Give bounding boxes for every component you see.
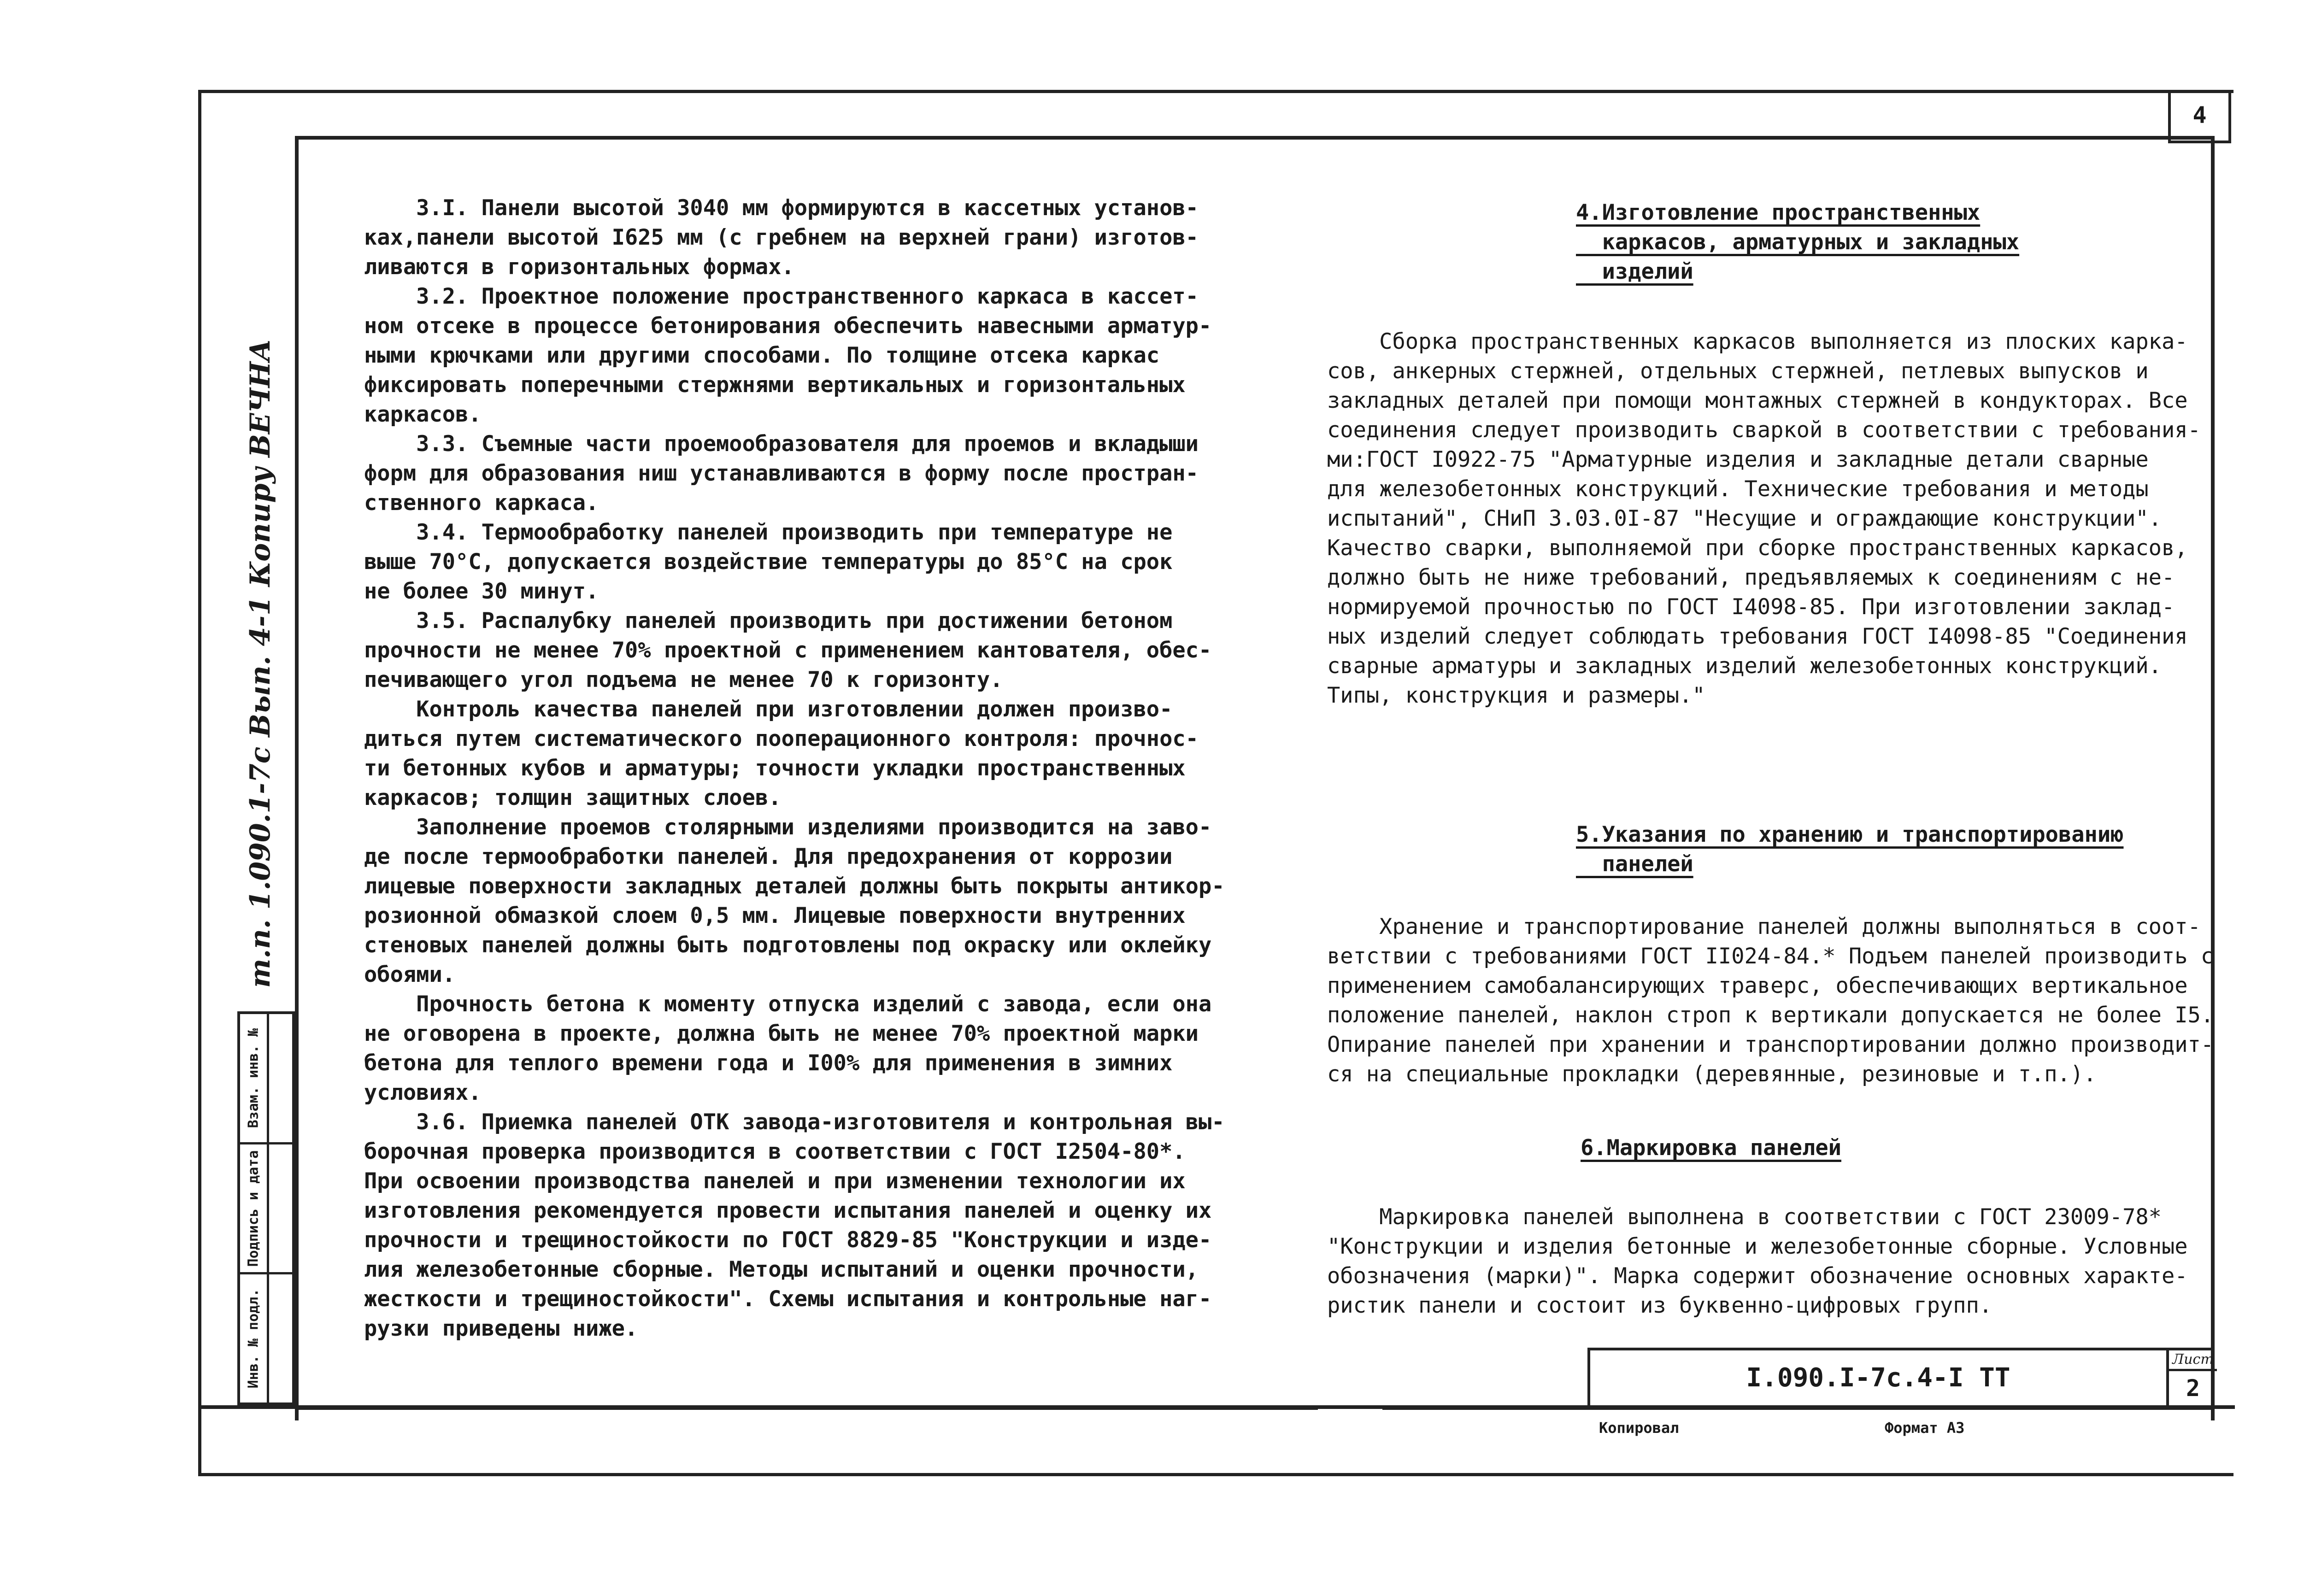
left-approval-strip bbox=[237, 1011, 295, 1405]
copied-by-label: Копировал bbox=[1599, 1419, 1679, 1437]
heading-line: изделий bbox=[1576, 259, 1693, 284]
left-line: 3.4. Термообработку панелей производить при температуре не bbox=[364, 520, 1173, 545]
body-line: "Конструкции и изделия бетонные и железобетонные сборные. Условные bbox=[1327, 1234, 2188, 1259]
bottom-thick-line-right bbox=[1382, 1405, 2212, 1410]
body-line: Типы, конструкция и размеры." bbox=[1327, 683, 1705, 708]
section-4-body bbox=[1327, 327, 2201, 710]
left-line: 3.5. Распалубку панелей производить при достижении бетоном bbox=[364, 608, 1173, 634]
body-line: Хранение и транспортирование панелей должны выполняться в соот- bbox=[1327, 914, 2201, 939]
heading-line: 4.Изготовление пространственных bbox=[1576, 200, 1981, 225]
body-line: ристик панели и состоит из буквенно-цифровых групп. bbox=[1327, 1293, 1992, 1318]
left-line: прочности и трещиностойкости по ГОСТ 8829-85 "Конструкции и изде- bbox=[364, 1227, 1212, 1253]
sheet-label: Лист bbox=[2169, 1350, 2217, 1371]
left-line: рузки приведены ниже. bbox=[364, 1316, 638, 1341]
body-line: применением самобалансирующих траверс, обеспечивающих вертикальное bbox=[1327, 973, 2188, 998]
left-line: ках,панели высотой I625 мм (с гребнем на верхней грани) изготов- bbox=[364, 225, 1199, 250]
strip-cell-inv bbox=[240, 1274, 292, 1402]
strip-cell-vzam bbox=[240, 1014, 292, 1144]
sheet-number: 2 bbox=[2186, 1375, 2200, 1402]
body-line: ных изделий следует соблюдать требования ГОСТ I4098-85 "Соединения bbox=[1327, 624, 2188, 649]
left-line: прочности не менее 70% проектной с применением кантователя, обес- bbox=[364, 638, 1212, 663]
body-line: обозначения (марки)". Марка содержит обозначение основных характе- bbox=[1327, 1263, 2188, 1289]
left-line: При освоении производства панелей и при изменении технологии их bbox=[364, 1168, 1186, 1194]
left-line: Заполнение проемов столярными изделиями производится на заво- bbox=[364, 815, 1212, 840]
section-5-heading bbox=[1576, 820, 2123, 879]
left-line: 3.I. Панели высотой 3040 мм формируются в кассетных установ- bbox=[364, 195, 1199, 221]
left-line: лицевые поверхности закладных деталей должны быть покрыты антикор- bbox=[364, 874, 1225, 899]
strip-label-vzam: Взам. инв. № bbox=[245, 1028, 262, 1128]
left-line: обоями. bbox=[364, 962, 456, 987]
body-line: закладных деталей при помощи монтажных стержней в кондукторах. Все bbox=[1327, 388, 2188, 413]
body-line: должно быть не ниже требований, предъявляемых к соединениям с не- bbox=[1327, 565, 2175, 590]
left-line: ными крючками или другими способами. По толщине отсека каркас bbox=[364, 343, 1160, 368]
strip-cell-podpis bbox=[240, 1144, 292, 1275]
bottom-thick-line-left bbox=[295, 1405, 1318, 1410]
body-line: положение панелей, наклон строп к вертикали допускается не более I5. bbox=[1327, 1003, 2214, 1028]
section-5-body bbox=[1327, 912, 2214, 1089]
left-line: Прочность бетона к моменту отпуска изделий с завода, если она bbox=[364, 992, 1212, 1017]
side-code-text: т.п. 1.090.1-7с Вып. 4-1 Копиру ВЕЧНА bbox=[244, 339, 276, 988]
body-line: ся на специальные прокладки (деревянные, резиновые и т.п.). bbox=[1327, 1062, 2097, 1087]
left-line: не более 30 минут. bbox=[364, 579, 599, 604]
left-line: стеновых панелей должны быть подготовлены под окраску или оклейку bbox=[364, 933, 1212, 958]
left-line: лия железобетонные сборные. Методы испытаний и оценки прочности, bbox=[364, 1257, 1199, 1282]
body-line: Опирание панелей при хранении и транспортировании должно производит- bbox=[1327, 1032, 2214, 1057]
section-6-heading bbox=[1581, 1133, 1841, 1163]
left-line: выше 70°С, допускается воздействие температуры до 85°С на срок bbox=[364, 549, 1173, 575]
left-line: ливаются в горизонтальных формах. bbox=[364, 254, 794, 280]
strip-label-inv: Инв. № подл. bbox=[245, 1288, 262, 1389]
left-line: условиях. bbox=[364, 1080, 482, 1105]
left-line: форм для образования ниш устанавливаются в форму после простран- bbox=[364, 461, 1199, 486]
body-line: соединения следует производить сваркой в соответствии с требования- bbox=[1327, 417, 2201, 443]
left-line: печивающего угол подъема не менее 70 к горизонту. bbox=[364, 667, 1003, 692]
body-line: сварные арматуры и закладных изделий железобетонных конструкций. bbox=[1327, 653, 2162, 679]
left-line: фиксировать поперечными стержнями вертикальных и горизонтальных bbox=[364, 372, 1186, 398]
heading-line: каркасов, арматурных и закладных bbox=[1576, 229, 2020, 255]
left-line: изготовления рекомендуется провести испытания панелей и оценку их bbox=[364, 1198, 1212, 1223]
body-line: ветствии с требованиями ГОСТ II024-84.* Подъем панелей производить с bbox=[1327, 944, 2214, 969]
body-line: нормируемой прочностью по ГОСТ I4098-85. При изготовлении заклад- bbox=[1327, 594, 2175, 620]
left-line: розионной обмазкой слоем 0,5 мм. Лицевые поверхности внутренних bbox=[364, 903, 1186, 928]
side-document-code bbox=[240, 339, 281, 988]
left-line: 3.3. Съемные части проемообразователя для проемов и вкладыши bbox=[364, 431, 1199, 457]
body-line: Сборка пространственных каркасов выполняется из плоских карка- bbox=[1327, 329, 2188, 354]
body-line: сов, анкерных стержней, отдельных стержней, петлевых выпусков и bbox=[1327, 358, 2149, 384]
format-label: Формат А3 bbox=[1885, 1419, 1965, 1437]
left-line: жесткости и трещиностойкости". Схемы испытания и контрольные наг- bbox=[364, 1286, 1212, 1312]
body-line: испытаний", СНиП 3.03.0I-87 "Несущие и ограждающие конструкции". bbox=[1327, 506, 2162, 531]
body-line: для железобетонных конструкций. Технические требования и методы bbox=[1327, 476, 2149, 502]
left-line: ственного каркаса. bbox=[364, 490, 599, 516]
title-block-stamp bbox=[1587, 1348, 2214, 1405]
section-4-heading bbox=[1576, 198, 2019, 287]
left-line: не оговорена в проекте, должна быть не менее 70% проектной марки bbox=[364, 1021, 1199, 1046]
left-line: каркасов. bbox=[364, 402, 482, 427]
left-line: каркасов; толщин защитных слоев. bbox=[364, 785, 782, 810]
heading-line: панелей bbox=[1576, 851, 1693, 877]
left-line: Контроль качества панелей при изготовлении должен произво- bbox=[364, 697, 1173, 722]
left-line: де после термообработки панелей. Для предохранения от коррозии bbox=[364, 844, 1173, 869]
left-line: борочная проверка производится в соответствии с ГОСТ I2504-80*. bbox=[364, 1139, 1186, 1164]
body-line: Качество сварки, выполняемой при сборке пространственных каркасов, bbox=[1327, 535, 2188, 561]
left-line: ном отсеке в процессе бетонирования обеспечить навесными арматур- bbox=[364, 313, 1212, 339]
left-line: ти бетонных кубов и арматуры; точности укладки пространственных bbox=[364, 756, 1186, 781]
sheet-box bbox=[2166, 1350, 2217, 1405]
body-line: Маркировка панелей выполнена в соответствии с ГОСТ 23009-78* bbox=[1327, 1204, 2162, 1230]
left-line: диться путем систематического пооперационного контроля: прочнос- bbox=[364, 726, 1199, 751]
strip-label-podpis: Подпись и дата bbox=[245, 1150, 262, 1267]
left-line: 3.2. Проектное положение пространственного каркаса в кассет- bbox=[364, 284, 1199, 309]
heading-line: 6.Маркировка панелей bbox=[1581, 1135, 1841, 1161]
left-text-column bbox=[364, 194, 1225, 1344]
left-line: бетона для теплого времени года и I00% для применения в зимних bbox=[364, 1050, 1173, 1076]
heading-line: 5.Указания по хранению и транспортированию bbox=[1576, 822, 2124, 847]
body-line: ми:ГОСТ I0922-75 "Арматурные изделия и закладные детали сварные bbox=[1327, 447, 2149, 472]
document-code: I.090.I-7с.4-I ТТ bbox=[1746, 1363, 2010, 1393]
section-6-body bbox=[1327, 1203, 2188, 1320]
corner-page-number: 4 bbox=[2168, 90, 2231, 143]
left-line: 3.6. Приемка панелей ОТК завода-изготовителя и контрольная вы- bbox=[364, 1109, 1225, 1135]
